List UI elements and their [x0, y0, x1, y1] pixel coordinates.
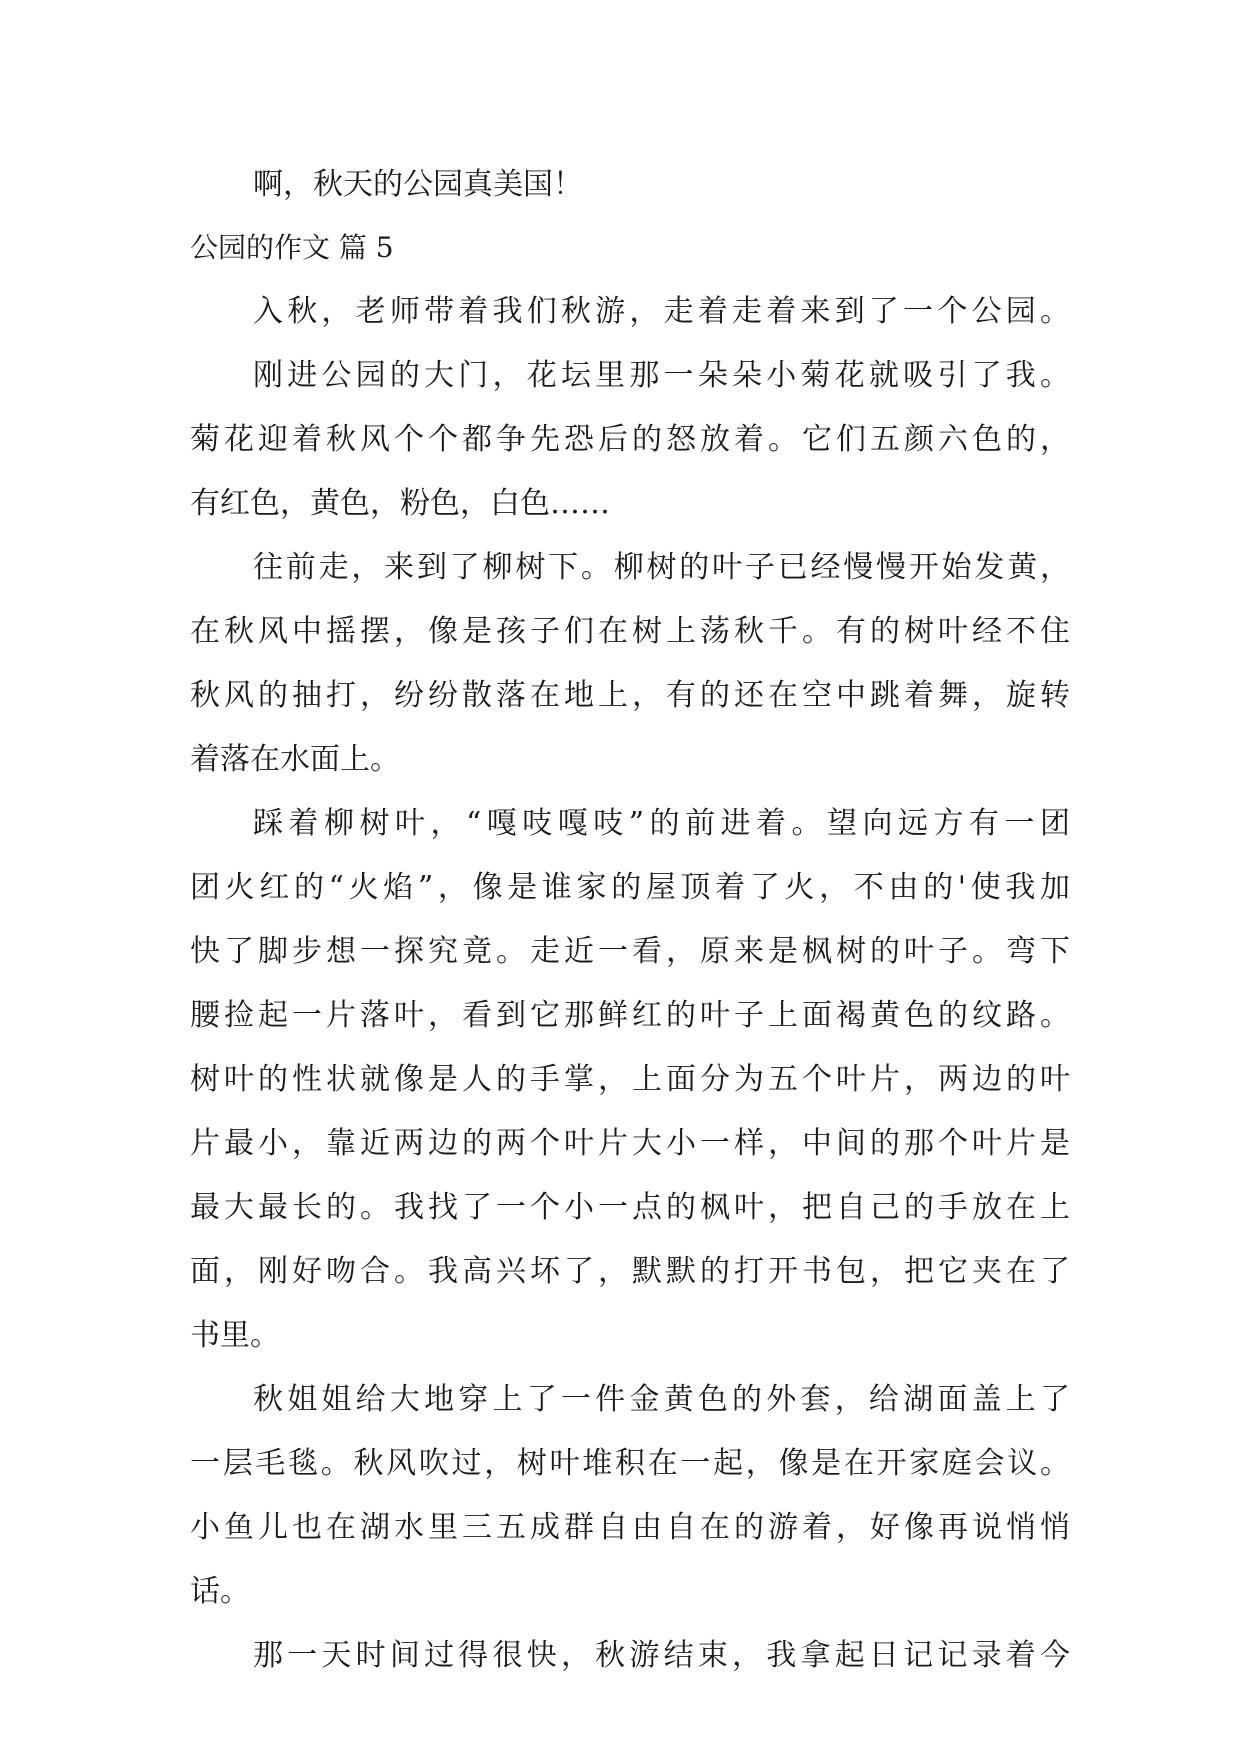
paragraph-line: 菊花迎着秋风个个都争先恐后的怒放着。它们五颜六色的， — [190, 422, 1070, 457]
paragraph-line: 着落在水面上。 — [190, 742, 400, 777]
paragraph-line: 刚进公园的大门，花坛里那一朵朵小菊花就吸引了我。 — [253, 358, 1070, 393]
paragraph-line: 秋风的抽打，纷纷散落在地上，有的还在空中跳着舞，旋转 — [190, 678, 1070, 713]
paragraph-line: 秋姐姐给大地穿上了一件金黄色的外套，给湖面盖上了 — [253, 1382, 1070, 1417]
paragraph-line: 往前走，来到了柳树下。柳树的叶子已经慢慢开始发黄， — [253, 550, 1070, 585]
paragraph-line: 最大最长的。我找了一个小一点的枫叶，把自己的手放在上 — [190, 1190, 1070, 1225]
paragraph-line: 有红色，黄色，粉色，白色…… — [190, 486, 610, 521]
paragraph-line: 腰捡起一片落叶，看到它那鲜红的叶子上面褐黄色的纹路。 — [190, 998, 1070, 1033]
paragraph-line: 一层毛毯。秋风吹过，树叶堆积在一起，像是在开家庭会议。 — [190, 1446, 1070, 1481]
paragraph-line: 在秋风中摇摆，像是孩子们在树上荡秋千。有的树叶经不住 — [190, 614, 1070, 649]
paragraph-line: 面，刚好吻合。我高兴坏了，默默的打开书包，把它夹在了 — [190, 1254, 1070, 1289]
paragraph-line: 话。 — [190, 1574, 250, 1609]
paragraph-line: 踩着柳树叶，“嘎吱嘎吱”的前进着。望向远方有一团 — [253, 806, 1070, 841]
paragraph-line: 快了脚步想一探究竟。走近一看，原来是枫树的叶子。弯下 — [190, 934, 1070, 969]
paragraph-line: 小鱼儿也在湖水里三五成群自由自在的游着，好像再说悄悄 — [190, 1510, 1070, 1545]
section-heading: 公园的作文 篇 5 — [190, 231, 394, 264]
closing-line: 啊，秋天的公园真美国！ — [253, 167, 583, 202]
paragraph-line: 入秋，老师带着我们秋游，走着走着来到了一个公园。 — [253, 294, 1070, 329]
paragraph-line: 团火红的“火焰”，像是谁家的屋顶着了火，不由的'使我加 — [190, 870, 1070, 905]
paragraph-line: 那一天时间过得很快，秋游结束，我拿起日记记录着今 — [253, 1638, 1070, 1673]
paragraph-line: 片最小，靠近两边的两个叶片大小一样，中间的那个叶片是 — [190, 1126, 1070, 1161]
paragraph-line: 书里。 — [190, 1318, 280, 1353]
paragraph-line: 树叶的性状就像是人的手掌，上面分为五个叶片，两边的叶 — [190, 1062, 1070, 1097]
